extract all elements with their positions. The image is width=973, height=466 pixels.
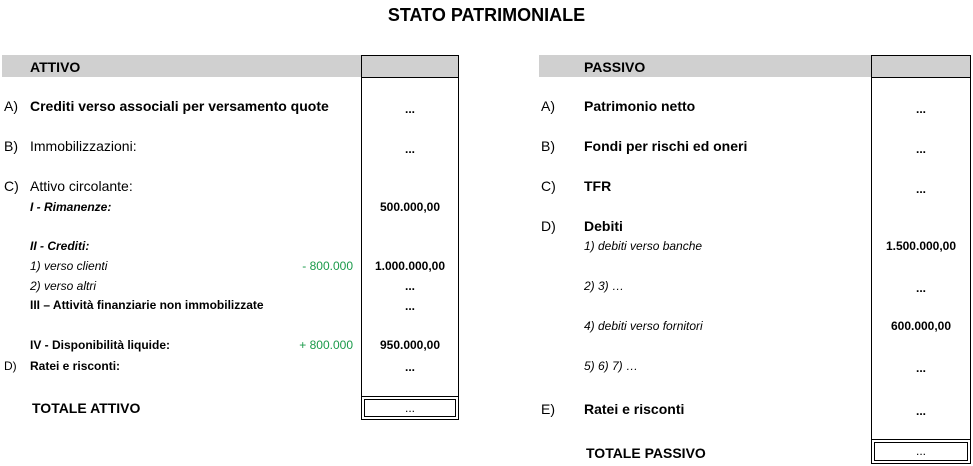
totale-passivo-box bbox=[871, 439, 971, 464]
debiti-fornitori-value: 600.000,00 bbox=[890, 319, 952, 333]
debiti-banche-value: 1.500.000,00 bbox=[885, 239, 957, 253]
verso-altri-value: ... bbox=[404, 279, 415, 293]
attivo-a-value: ... bbox=[404, 102, 415, 116]
page-title: STATO PATRIMONIALE bbox=[387, 5, 586, 25]
rimanenze-value: 500.000,00 bbox=[379, 200, 441, 214]
passivo-c-value: ... bbox=[915, 182, 926, 196]
attivo-header: ATTIVO bbox=[30, 59, 81, 75]
debiti-2-3-label: 2) 3) … bbox=[584, 279, 625, 293]
debiti-2-3-value: ... bbox=[915, 281, 926, 295]
disponibilita-value: 950.000,00 bbox=[379, 338, 441, 352]
totale-attivo-value: ... bbox=[364, 399, 456, 417]
crediti-label: II - Crediti: bbox=[30, 239, 90, 253]
verso-altri-label: 2) verso altri bbox=[30, 279, 97, 293]
passivo-b-letter: B) bbox=[541, 138, 555, 154]
attivo-c-letter: C) bbox=[4, 178, 19, 194]
debiti-fornitori-label: 4) debiti verso fornitori bbox=[584, 319, 703, 333]
totale-passivo-label: TOTALE PASSIVO bbox=[586, 445, 706, 461]
verso-clienti-change: - 800.000 bbox=[302, 259, 353, 273]
passivo-e-label: Ratei e risconti bbox=[584, 401, 685, 417]
passivo-e-value: ... bbox=[915, 404, 926, 418]
debiti-banche-label: 1) debiti verso banche bbox=[584, 239, 703, 253]
attivo-b-value: ... bbox=[404, 142, 415, 156]
passivo-value-column-head bbox=[872, 56, 970, 78]
attivo-value-column-head bbox=[362, 56, 458, 78]
passivo-e-letter: E) bbox=[541, 401, 555, 417]
passivo-header: PASSIVO bbox=[584, 59, 646, 75]
passivo-a-letter: A) bbox=[541, 98, 555, 114]
attivo-d-value: ... bbox=[404, 360, 415, 374]
verso-clienti-value: 1.000.000,00 bbox=[374, 259, 446, 273]
passivo-a-label: Patrimonio netto bbox=[584, 98, 696, 114]
passivo-d-label: Debiti bbox=[584, 218, 623, 234]
disponibilita-change: + 800.000 bbox=[299, 338, 353, 352]
totale-attivo-box bbox=[361, 396, 459, 420]
attivo-a-label: Crediti verso associali per versamento quote bbox=[30, 98, 329, 114]
disponibilita-label: IV - Disponibilità liquide: bbox=[30, 338, 170, 352]
totale-passivo-value: ... bbox=[874, 442, 968, 461]
debiti-5-6-7-label: 5) 6) 7) … bbox=[584, 359, 639, 373]
passivo-c-letter: C) bbox=[541, 178, 556, 194]
attivo-d-label: Ratei e risconti: bbox=[30, 359, 121, 373]
totale-attivo-label: TOTALE ATTIVO bbox=[32, 400, 141, 416]
attivita-finanziarie-value: ... bbox=[404, 299, 415, 313]
attivo-d-letter: D) bbox=[4, 359, 17, 373]
passivo-b-value: ... bbox=[915, 142, 926, 156]
passivo-d-letter: D) bbox=[541, 218, 556, 234]
debiti-5-6-7-value: ... bbox=[915, 361, 926, 375]
attivita-finanziarie-label: III – Attività finanziarie non immobilizzate bbox=[30, 298, 264, 312]
rimanenze-label: I - Rimanenze: bbox=[30, 200, 112, 214]
attivo-b-label: Immobilizzazioni: bbox=[30, 138, 137, 154]
verso-clienti-label: 1) verso clienti bbox=[30, 259, 108, 273]
attivo-a-letter: A) bbox=[4, 98, 18, 114]
passivo-a-value: ... bbox=[915, 102, 926, 116]
passivo-b-label: Fondi per rischi ed oneri bbox=[584, 138, 748, 154]
attivo-c-label: Attivo circolante: bbox=[30, 178, 133, 194]
attivo-b-letter: B) bbox=[4, 138, 18, 154]
passivo-c-label: TFR bbox=[584, 178, 612, 194]
